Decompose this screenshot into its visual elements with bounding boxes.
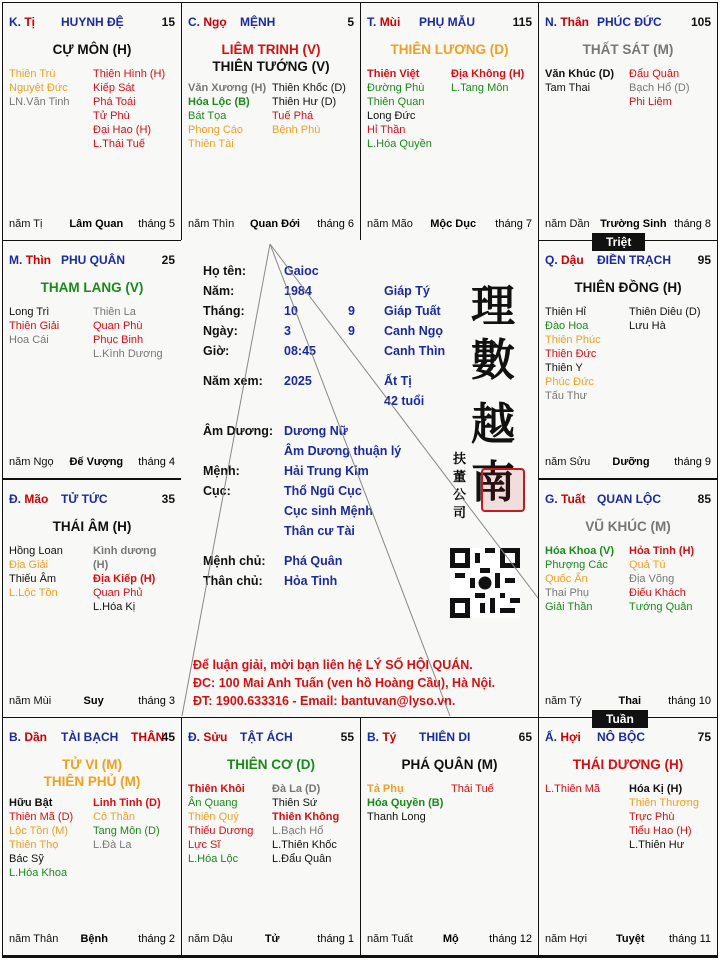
minor-star: Long Trì [9,306,50,318]
minor-star: Tuế Phá [272,110,314,122]
dai-han-year: năm Mùi [9,695,52,707]
palace-age: 115 [512,15,532,29]
dai-han-year: năm Dậu [188,933,233,945]
minor-star: Hỏa Tinh (H) [629,545,695,557]
main-star: THIÊN CƠ (D) [226,757,315,772]
minor-star: L.Đẩu Quân [272,853,332,865]
luu-thang: tháng 5 [138,218,175,230]
minor-star: Địa Không (H) [451,68,525,80]
minor-star: Thiên Diêu (D) [629,306,701,318]
minor-star: Thiên Sứ [272,797,318,809]
minor-star: Hóa Quyền (B) [367,797,444,809]
minor-star: Lực Sĩ [188,839,221,851]
nam-xem-can-chi: Ất Tị [384,374,412,388]
palace-stem: B. [367,730,379,744]
calligraphy-char-1: 理 [471,281,515,332]
minor-star: L.Thiên Hư [629,839,685,851]
trang-sinh: Dưỡng [612,456,650,468]
minor-star: L.Thiên Khốc [272,839,337,851]
minor-star: Hữu Bật [9,797,53,809]
minor-star: Thiên Khôi [188,783,245,795]
minor-star: Tam Thai [545,82,591,94]
minor-star: Đại Hao (H) [93,124,152,136]
minor-star: Thiên Mã (D) [9,811,74,823]
menh-chu-label: Mệnh chủ: [203,554,266,568]
minor-star: Thiên Hư (D) [272,96,337,108]
palace-age: 95 [697,253,711,267]
ngay-value: 3 [284,324,291,338]
minor-star: Bạch Hổ (D) [629,82,690,94]
palace-stem: Ấ. [545,730,557,744]
palace-age: 45 [161,730,175,744]
minor-star: L.Thái Tuế [93,138,145,150]
minor-star: L.Hóa Khoa [9,867,68,879]
dai-han-year: năm Hợi [545,933,588,945]
gio-label: Giờ: [203,344,230,358]
palace-branch: Ngọ [203,15,227,29]
minor-star: Bác Sỹ [9,853,44,865]
minor-star: Địa Võng [629,573,675,585]
minor-star: Thiên Việt [367,68,420,80]
minor-star: Linh Tinh (D) [93,797,161,809]
palace-branch: Tý [382,730,397,744]
minor-star: Phúc Đức [545,376,594,388]
ho-ten-label: Họ tên: [203,264,247,278]
dai-han-year: năm Ngọ [9,456,54,468]
nam-xem-value: 2025 [284,374,312,388]
trang-sinh: Mộ [442,933,459,945]
minor-star: Kình dương (H) [93,545,157,571]
main-star: VŨ KHÚC (M) [585,519,671,534]
minor-star: Phá Toái [93,96,136,108]
menh-chu-value: Phá Quân [284,554,343,568]
tuoi-value: 42 tuổi [384,394,425,408]
nam-xem-label: Năm xem: [203,374,263,388]
main-star: THẤT SÁT (M) [582,42,674,57]
minor-star: Hóa Lộc (B) [188,96,250,108]
palace-age: 75 [697,730,711,744]
palace-stem: Q. [545,253,558,267]
minor-star: Văn Xương (H) [188,82,267,94]
palace-name: ĐIỀN TRẠCH [597,253,671,267]
minor-star: Phượng Các [545,559,608,571]
dai-han-year: năm Tuất [367,933,413,945]
trang-sinh: Bệnh [80,933,108,945]
palace-name: TẬT ÁCH [240,730,293,744]
main-star: THIÊN ĐỒNG (H) [574,280,682,295]
ngay-label: Ngày: [203,324,238,338]
dai-han-year: năm Thìn [188,218,235,230]
luu-thang: tháng 9 [674,456,711,468]
luu-thang: tháng 4 [138,456,175,468]
minor-star: Thiên Y [545,362,583,374]
trang-sinh: Thai [618,695,642,707]
minor-star: LN.Văn Tinh [9,96,70,108]
palace-age: 5 [347,15,354,29]
trang-sinh: Quan Đới [250,218,300,230]
luu-thang: tháng 1 [317,933,354,945]
than-cu: Thân cư Tài [284,524,355,538]
minor-star: Đà La (D) [272,783,321,795]
dai-han-year: năm Tị [9,218,43,230]
trang-sinh: Trường Sinh [600,218,667,230]
palace-branch: Dần [24,730,48,744]
minor-star: Quả Tú [629,559,666,571]
minor-star: Thiên Hình (H) [93,68,166,80]
minor-star: Thiên Không [272,811,340,823]
palace-branch: Mùi [379,15,401,29]
nam-label: Năm: [203,284,235,298]
minor-star: Quan Phù [93,320,143,332]
palace-stem: Đ. [9,492,21,506]
menh-label: Mệnh: [203,464,240,478]
contact-line-3: ĐT: 1900.633316 - Email: bantuvan@lyso.vn. [193,694,456,708]
minor-star: Thiên Phúc [545,334,601,346]
minor-star: Đẩu Quân [629,68,680,80]
seal-side-3: 公 [453,488,467,503]
minor-star: L.Lộc Tồn [9,587,58,599]
minor-star: L.Kình Dương [93,348,163,360]
seal-side-2: 董 [453,470,467,485]
seal-side-4: 司 [453,506,467,521]
triet-badge: Triệt [592,233,645,251]
palace-name: THIÊN DI [419,730,471,744]
minor-star: L.Hóa Quyền [367,138,432,150]
menh-value: Hải Trung Kim [284,464,369,478]
dai-han-year: năm Mão [367,218,413,230]
minor-star: Thanh Long [367,811,426,823]
minor-star: Thiếu Dương [188,825,254,837]
minor-star: Đường Phù [367,82,425,94]
luu-thang: tháng 7 [495,218,532,230]
calligraphy-char-2: 數 [471,335,515,386]
main-star: LIÊM TRINH (V) [221,42,321,57]
calligraphy-char-4: 南 [471,457,515,508]
contact-line-2: ĐC: 100 Mai Anh Tuấn (ven hồ Hoàng Cầu), Hà Nội. [193,676,496,690]
than-marker: THÂN [131,730,165,744]
than-chu-value: Hỏa Tinh [284,574,338,588]
palace-name: TỬ TỨC [61,492,108,506]
palace-age: 105 [690,15,711,29]
trang-sinh: Suy [83,695,104,707]
minor-star: L.Tang Môn [451,82,509,94]
palace-name: TÀI BẠCH [61,730,119,744]
am-duong-label: Âm Dương: [203,424,274,438]
dai-han-year: năm Dần [545,218,590,230]
than-chu-label: Thân chủ: [203,574,263,588]
minor-star: L.Bạch Hổ [272,825,324,837]
luu-thang: tháng 6 [317,218,354,230]
trang-sinh: Mộc Dục [430,218,477,230]
minor-star: Quốc Ấn [545,573,588,585]
cuc-value: Thổ Ngũ Cục [284,484,362,498]
main-star: TỬ VI (M) [62,757,122,772]
minor-star: Thái Tuế [451,783,494,795]
minor-star: Hỉ Thần [367,124,406,136]
palace-stem: G. [545,492,558,506]
luu-thang: tháng 11 [668,933,711,945]
ngay-can-chi: Canh Ngọ [384,324,444,338]
minor-star: Tang Môn (D) [93,825,160,837]
minor-star: Quan Phủ [93,587,143,599]
minor-star: Kiếp Sát [93,82,135,94]
palace-stem: B. [9,730,21,744]
luu-thang: tháng 3 [138,695,175,707]
minor-star: Tử Phù [93,110,130,122]
minor-star: Văn Khúc (D) [545,68,615,80]
minor-star: Thai Phụ [545,587,590,599]
palace-branch: Thìn [25,253,52,267]
minor-star: L.Đà La [93,839,132,851]
main-star: THÁI ÂM (H) [52,519,132,534]
palace-stem: K. [9,15,21,29]
minor-star: Thiếu Âm [9,573,57,585]
minor-star: Tiểu Hao (H) [629,825,692,837]
palace-branch: Hợi [560,730,581,744]
main-star: CỰ MÔN (H) [52,42,132,57]
palace-age: 85 [697,492,711,506]
minor-star: Hóa Kị (H) [629,783,683,795]
minor-star: Hồng Loan [9,545,63,557]
minor-star: Thiên La [93,306,136,318]
palace-branch: Tuất [561,492,586,506]
palace-name: PHÚC ĐỨC [597,15,662,29]
trang-sinh: Lâm Quan [69,218,124,230]
minor-star: Lộc Tồn (M) [9,825,69,837]
luu-thang: tháng 10 [668,695,711,707]
main-star: THIÊN TƯỚNG (V) [212,59,330,74]
luu-thang: tháng 2 [138,933,175,945]
minor-star: Đào Hoa [545,320,589,332]
palace-age: 65 [518,730,532,744]
palace-age: 25 [161,253,175,267]
minor-star: Thiên Tài [188,138,234,150]
ngay-am-value: 9 [348,324,355,338]
trang-sinh: Tử [264,933,280,945]
gio-value: 08:45 [284,344,316,358]
minor-star: Lưu Hà [629,320,666,332]
palace-branch: Tị [24,15,36,29]
minor-star: Tả Phụ [367,783,404,795]
ho-ten-value: Gaioc [284,264,319,278]
minor-star: L.Hóa Lộc [188,853,239,865]
minor-star: Thiên Thọ [9,839,59,851]
main-star: THIÊN LƯƠNG (D) [390,42,509,57]
minor-star: Tướng Quân [629,601,693,613]
minor-star: Hóa Khoa (V) [545,545,615,557]
am-duong-ly: Âm Dương thuận lý [284,444,402,458]
palace-name: NÔ BỘC [597,730,645,744]
minor-star: Phi Liêm [629,96,672,108]
palace-stem: C. [188,15,200,29]
minor-star: Hoa Cái [9,334,49,346]
nam-value: 1984 [284,284,312,298]
luu-thang: tháng 8 [674,218,711,230]
minor-star: Phục Binh [93,334,144,346]
contact-line-1: Để luận giải, mời bạn liên hệ LÝ SỐ HỘI QUÁN. [193,658,473,672]
luu-thang: tháng 12 [489,933,532,945]
minor-star: Phong Cáo [188,124,244,136]
palace-name: QUAN LỘC [597,492,661,506]
tuan-badge: Tuần [592,710,648,728]
minor-star: Long Đức [367,110,416,122]
minor-star: Trực Phù [629,811,675,823]
main-star: THÁI DƯƠNG (H) [572,757,684,772]
minor-star: L.Thiên Mã [545,783,601,795]
minor-star: Thiên Thương [629,797,700,809]
palace-name: HUYNH ĐỆ [61,15,124,29]
dai-han-year: năm Tý [545,695,582,707]
main-star: THIÊN PHỦ (M) [43,774,141,789]
dai-han-year: năm Sửu [545,456,591,468]
palace-stem: M. [9,253,23,267]
minor-star: Bát Tọa [188,110,227,122]
palace-branch: Thân [560,15,590,29]
palace-name: MỆNH [240,15,276,29]
minor-star: Điếu Khách [629,587,686,599]
minor-star: Thiên Quan [367,96,425,108]
minor-star: Ân Quang [188,797,238,809]
seal-side-1: 扶 [453,452,467,467]
minor-star: Thiên Đức [545,348,597,360]
thang-can-chi: Giáp Tuất [384,304,441,318]
trang-sinh: Đế Vượng [69,456,124,468]
cuc-label: Cục: [203,484,231,498]
calligraphy-char-3: 越 [471,399,515,450]
gio-can-chi: Canh Thìn [384,344,446,358]
minor-star: Giải Thần [545,601,593,613]
palace-name: PHỤ MẪU [419,15,475,29]
palace-stem: Đ. [188,730,200,744]
minor-star: L.Hóa Kị [93,601,136,613]
palace-age: 55 [340,730,354,744]
cuc-sinh-menh: Cục sinh Mệnh [284,504,373,518]
thang-label: Tháng: [203,304,245,318]
minor-star: Cô Thần [93,811,135,823]
nam-can-chi: Giáp Tý [384,284,430,298]
minor-star: Địa Kiếp (H) [93,573,156,585]
main-star: THAM LANG (V) [40,280,144,295]
trang-sinh: Tuyệt [616,933,645,945]
minor-star: Thiên Hỉ [545,306,586,318]
minor-star: Nguyệt Đức [9,82,68,94]
minor-star: Bệnh Phù [272,124,321,136]
palace-branch: Mão [24,492,49,506]
palace-branch: Sửu [203,730,228,744]
am-duong-value: Dương Nữ [284,424,348,438]
minor-star: Thiên Trù [9,68,56,80]
minor-star: Tấu Thư [545,390,588,402]
minor-star: Thiên Khốc (D) [272,82,346,94]
palace-age: 15 [161,15,175,29]
main-star: PHÁ QUÂN (M) [401,757,498,772]
palace-stem: N. [545,15,557,29]
thang-value: 10 [284,304,298,318]
dai-han-year: năm Thân [9,933,59,945]
minor-star: Địa Giải [9,559,49,571]
thang-am-value: 9 [348,304,355,318]
palace-age: 35 [161,492,175,506]
palace-stem: T. [367,15,377,29]
palace-branch: Dậu [561,253,584,267]
minor-star: Thiên Quý [188,811,239,823]
minor-star: Thiên Giải [9,320,60,332]
palace-name: PHU QUÂN [61,253,126,267]
